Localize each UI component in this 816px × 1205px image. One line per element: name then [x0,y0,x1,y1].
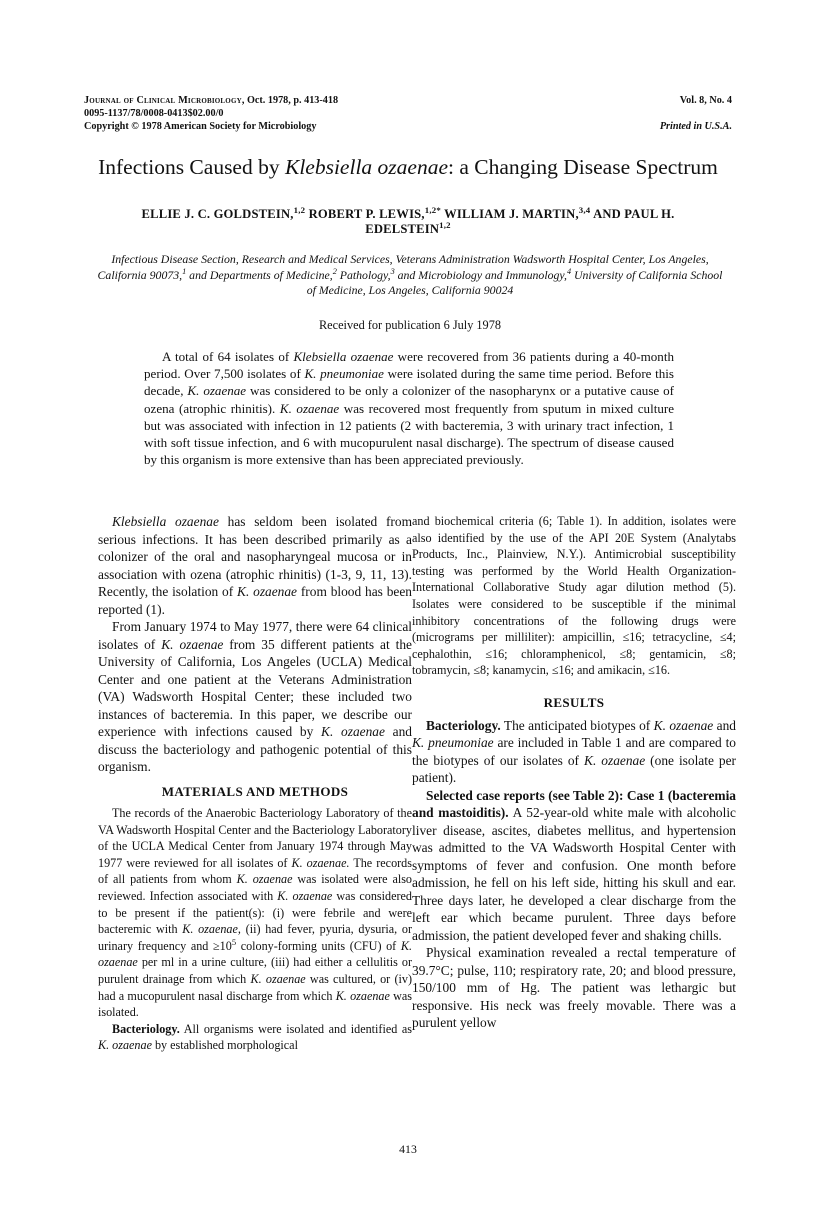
physical-exam-paragraph: Physical examination revealed a rectal temperature of 39.7°C; pulse, 110; respiratory rate, 20; and blood pressure, 150/100 mm of Hg. The patient was lethargic but responsive. His neck was freely movable. There was a purulent yellow [412,945,736,1031]
article-title: Infections Caused by Klebsiella ozaenae: a Changing Disease Spectrum [98,155,718,179]
page-number: 413 [399,1142,417,1156]
author-list: ELLIE J. C. GOLDSTEIN,$^{1,2}$ ROBERT P. LEWIS,$^{1,2*}$ WILLIAM J. MARTIN,$^{3,4}$ AND PAUL H. EDELSTEIN$^{1,2}$ [141,204,675,236]
methods-continued-paragraph: and biochemical criteria (6; Table 1). In addition, isolates were also identified by the use of the API 20E System (Analytabs Products, Inc., Plainview, N.Y.). Antimicrobial susceptibility testing was performed by the World Health Organization-International Collaborative Study agar dilution method (5). Isolates were considered to be susceptible if the minimal inhibitory concentrations of the following drugs were (micrograms per milliliter): ampicillin, ≤16; tetracycline, ≤4; cephalothin, ≤16; chloramphenicol, ≤8; gentamicin, ≤8; tobramycin, ≤8; kanamycin, ≤16; and amikacin, ≤16. [412,514,736,678]
abstract: A total of 64 isolates of Klebsiella ozaenae were recovered from 36 patients during a 40-month period. Over 7,500 isolates of K. pneumoniae were isolated during the same time period. Before this decade, K. ozaenae was considered to be only a colonizer of the nasopharynx or a putative cause of ozena (atrophic rhinitis). K. ozaenae was recovered most frequently from sputum in mixed culture but was associated with infection in 12 patients (2 with bacteremia, 3 with urinary tract infection, 1 with soft tissue infection, and 6 with mucopurulent nasal discharge). The spectrum of disease caused by this organism is more extensive than has been appreciated previously. [144,349,675,468]
running-header-right [512,94,732,133]
received-date: Received for publication 6 July 1978 [318,318,502,332]
issn: 0095-1137/78/0008-0413$02.00/0 [84,108,224,119]
printed-in: Printed in U.S.A. [659,121,732,132]
intro-paragraph-2: From January 1974 to May 1977, there were 64 clinical isolates of K. ozaenae from 35 different patients at the University of California, Los Angeles (UCLA) Medical Center and one patient at the Veterans Administration (VA) Wadsworth Hospital Center; these included two instances of bacteremia. In this paper, we describe our experience with infections caused by K. ozaenae and discuss the bacteriology and pathogenic potential of this organism. [98,619,412,774]
journal-name: Journal of Clinical Microbiology [84,95,242,106]
intro-paragraph-1: Klebsiella ozaenae has seldom been isolated from serious infections. It has been described primarily as a colonizer of the oral and nasopharyngeal mucosa or in association with ozena (atrophic rhinitis) (1-3, 9, 11, 13). Recently, the isolation of K. ozaenae from blood has been reported (1). [98,514,412,617]
section-heading-methods: MATERIALS AND METHODS [161,783,349,799]
volume-issue: Vol. 8, No. 4 [679,95,732,106]
citation: , Oct. 1978, p. 413-418 [241,95,339,106]
results-bacteriology-paragraph: Bacteriology. The anticipated biotypes of K. ozaenae and K. pneumoniae are included in Table 1 and are compared to the biotypes of our isolates of K. ozaenae (one isolate per patient). [412,717,737,786]
right-column [412,513,736,1032]
case-1-paragraph: Selected case reports (see Table 2): Case 1 (bacteremia and mastoiditis). A 52-year-old white male with alcoholic liver disease, ascites, diabetes mellitus, and hypertension was admitted to the VA Wadsworth Hospital Center with symptoms of fever and confusion. One month before admission, he fell on his left side, hitting his skull and ear. Three days later, he developed a clear discharge from the left ear which became purulent. Three days before admission, the patient developed fever and shaking chills. [412,787,736,943]
section-heading-results: RESULTS [543,694,605,710]
left-column [98,513,412,1054]
affiliations: Infectious Disease Section, Research and Medical Services, Veterans Administration Wadsworth Hospital Center, Los Angeles, California 90073,$^1$ and Departments of Medicine,$^2$ Pathology,$^3$ and Microbiology and Immunology,$^4$ University of California School of Medicine, Los Angeles, California 90024 [97,252,723,298]
bacteriology-methods-paragraph: Bacteriology. All organisms were isolated and identified as K. ozaenae by established morphological [98,1021,412,1053]
methods-paragraph: The records of the Anaerobic Bacteriology Laboratory of the VA Wadsworth Hospital Center and the Bacteriology Laboratory of the UCLA Medical Center from January 1974 through May 1977 were reviewed for all isolates of K. ozaenae. The records of all patients from whom K. ozaenae was isolated were also reviewed. Infection associated with K. ozaenae was considered to be present if the patient(s): (i) were febrile and were bacteremic with K. ozaenae, (ii) had fever, pyuria, dysuria, or urinary frequency and $\ge 10^5$ colony-forming units (CFU) of K. ozaenae per ml in a urine culture, (iii) had either a cellulitis or purulent drainage from which K. ozaenae was cultured, or (iv) had a mucopurulent nasal discharge from which K. ozaenae was isolated. [98,806,413,1020]
copyright: Copyright © 1978 American Society for Microbiology [84,121,317,132]
running-header-left [84,94,504,133]
